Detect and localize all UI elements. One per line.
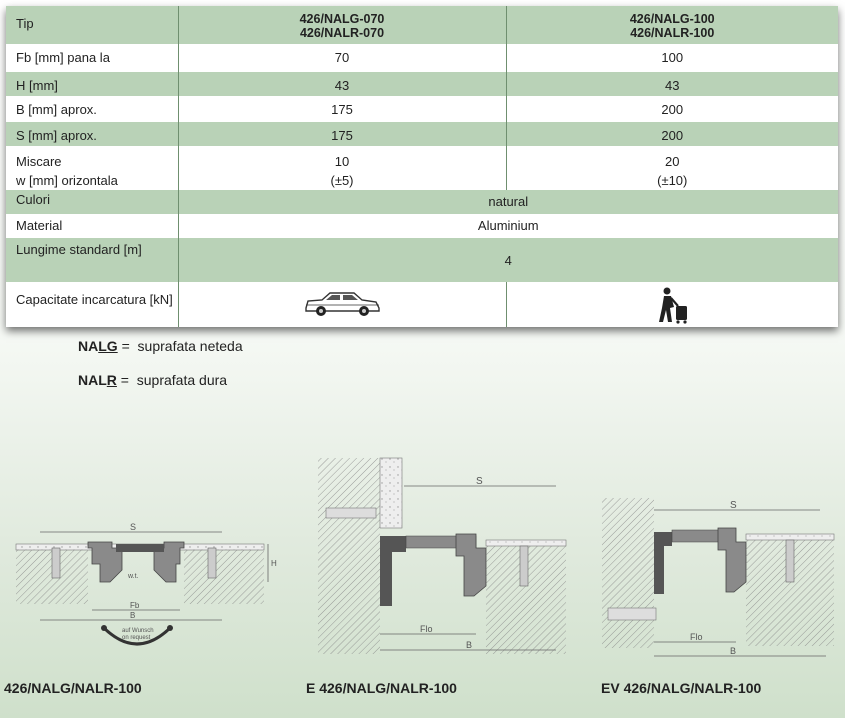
- insert-strip: [116, 544, 164, 552]
- row-label: [6, 146, 178, 190]
- substrate-right: [184, 548, 264, 604]
- row-value: 43: [506, 72, 838, 96]
- header-label: Tip: [6, 6, 178, 44]
- miscare-label-line1: Miscare: [16, 154, 62, 169]
- legend-nalg-code: LG: [98, 338, 118, 354]
- row-value: Aluminium: [178, 214, 838, 238]
- header-col-100: [506, 6, 838, 44]
- legend-nalr: [78, 372, 227, 388]
- miscare-col2-line1: 20: [665, 154, 680, 169]
- table-row: [6, 190, 838, 214]
- table-row: [6, 214, 838, 238]
- miscare-col1-line1: 10: [334, 154, 350, 169]
- row-value: 4: [178, 238, 838, 282]
- table-row: [6, 72, 838, 96]
- table-header-row: [6, 6, 838, 44]
- car-cell: [178, 282, 506, 327]
- miscare-col2-line2: (±10): [657, 173, 688, 188]
- label-b: B: [130, 611, 136, 620]
- note-on-request: on request: [122, 635, 151, 641]
- row-label: Capacitate incarcatura [kN]: [6, 282, 178, 327]
- label-h: H: [271, 559, 277, 568]
- header-col-070-line1: 426/NALG-070: [299, 12, 385, 26]
- header-col-070-line2: 426/NALR-070: [299, 26, 385, 40]
- caption-drawing-3: EV 426/NALG/NALR-100: [601, 680, 762, 696]
- row-value: 175: [178, 122, 506, 146]
- pedestrian-cell: [506, 282, 838, 327]
- profile-right: [456, 534, 486, 596]
- table-row: [6, 238, 838, 282]
- row-value: [178, 146, 506, 190]
- legend-nalr-code: R: [106, 372, 117, 388]
- legend-nalr-prefix: NAL: [78, 372, 107, 388]
- label-fb: Fb: [130, 601, 140, 610]
- row-label: Material: [6, 214, 178, 238]
- legend-nalg-text: suprafata neteda: [137, 338, 243, 354]
- profile-right: [718, 528, 746, 592]
- header-col-100-line1: 426/NALG-100: [629, 12, 715, 26]
- row-value: 43: [178, 72, 506, 96]
- label-fb: Flo: [690, 632, 703, 642]
- legend-nalr-text: suprafata dura: [136, 372, 228, 388]
- miscare-col1-line2: (±5): [330, 173, 354, 188]
- caption-drawing-1: 426/NALG/NALR-100: [4, 680, 142, 696]
- row-value: 100: [506, 44, 838, 72]
- profile-left: [654, 532, 672, 594]
- table-row: [6, 96, 838, 122]
- table-row: [6, 44, 838, 72]
- note-auf-wunsch: auf Wunsch: [122, 628, 154, 634]
- drawing-426-nalg-nalr-100: [12, 520, 282, 670]
- header-col-070: [178, 6, 506, 44]
- row-value: natural: [178, 190, 838, 214]
- wall: [318, 458, 380, 654]
- row-label: H [mm]: [6, 72, 178, 96]
- row-value: 70: [178, 44, 506, 72]
- car-icon: [302, 286, 382, 320]
- label-s: S: [130, 522, 137, 532]
- pedestrian-with-luggage-icon: [652, 286, 692, 324]
- row-value: 200: [506, 122, 838, 146]
- drawing-e-426-nalg-nalr-100: [316, 456, 568, 662]
- row-value: 175: [178, 96, 506, 122]
- drawing-ev-426-nalg-nalr-100: [600, 490, 838, 662]
- label-s: S: [730, 500, 737, 511]
- profile-left: [380, 536, 406, 606]
- legend-nalg: [78, 338, 243, 354]
- row-label: S [mm] aprox.: [6, 122, 178, 146]
- label-s: S: [476, 476, 483, 487]
- label-b: B: [466, 640, 473, 650]
- wall: [602, 498, 654, 648]
- row-value: 200: [506, 96, 838, 122]
- row-label: B [mm] aprox.: [6, 96, 178, 122]
- row-value: [506, 146, 838, 190]
- header-col-100-line2: 426/NALR-100: [630, 26, 715, 40]
- legend-nalg-prefix: NA: [78, 338, 99, 354]
- table-row-miscare: [6, 146, 838, 190]
- caption-drawing-2: E 426/NALG/NALR-100: [306, 680, 457, 696]
- specification-table: [6, 6, 838, 327]
- table-row: [6, 122, 838, 146]
- label-fb: Flo: [420, 624, 433, 634]
- miscare-label-line2: w [mm] orizontala: [16, 173, 118, 188]
- label-b: B: [730, 646, 737, 656]
- row-label: Lungime standard [m]: [6, 238, 178, 282]
- legend-nalg-equals: =: [121, 338, 130, 354]
- row-label: Fb [mm] pana la: [6, 44, 178, 72]
- legend-nalr-equals: =: [120, 372, 129, 388]
- table-row-capacitate: [6, 282, 838, 327]
- row-label: Culori: [6, 190, 178, 214]
- label-wt: w.t.: [128, 573, 139, 580]
